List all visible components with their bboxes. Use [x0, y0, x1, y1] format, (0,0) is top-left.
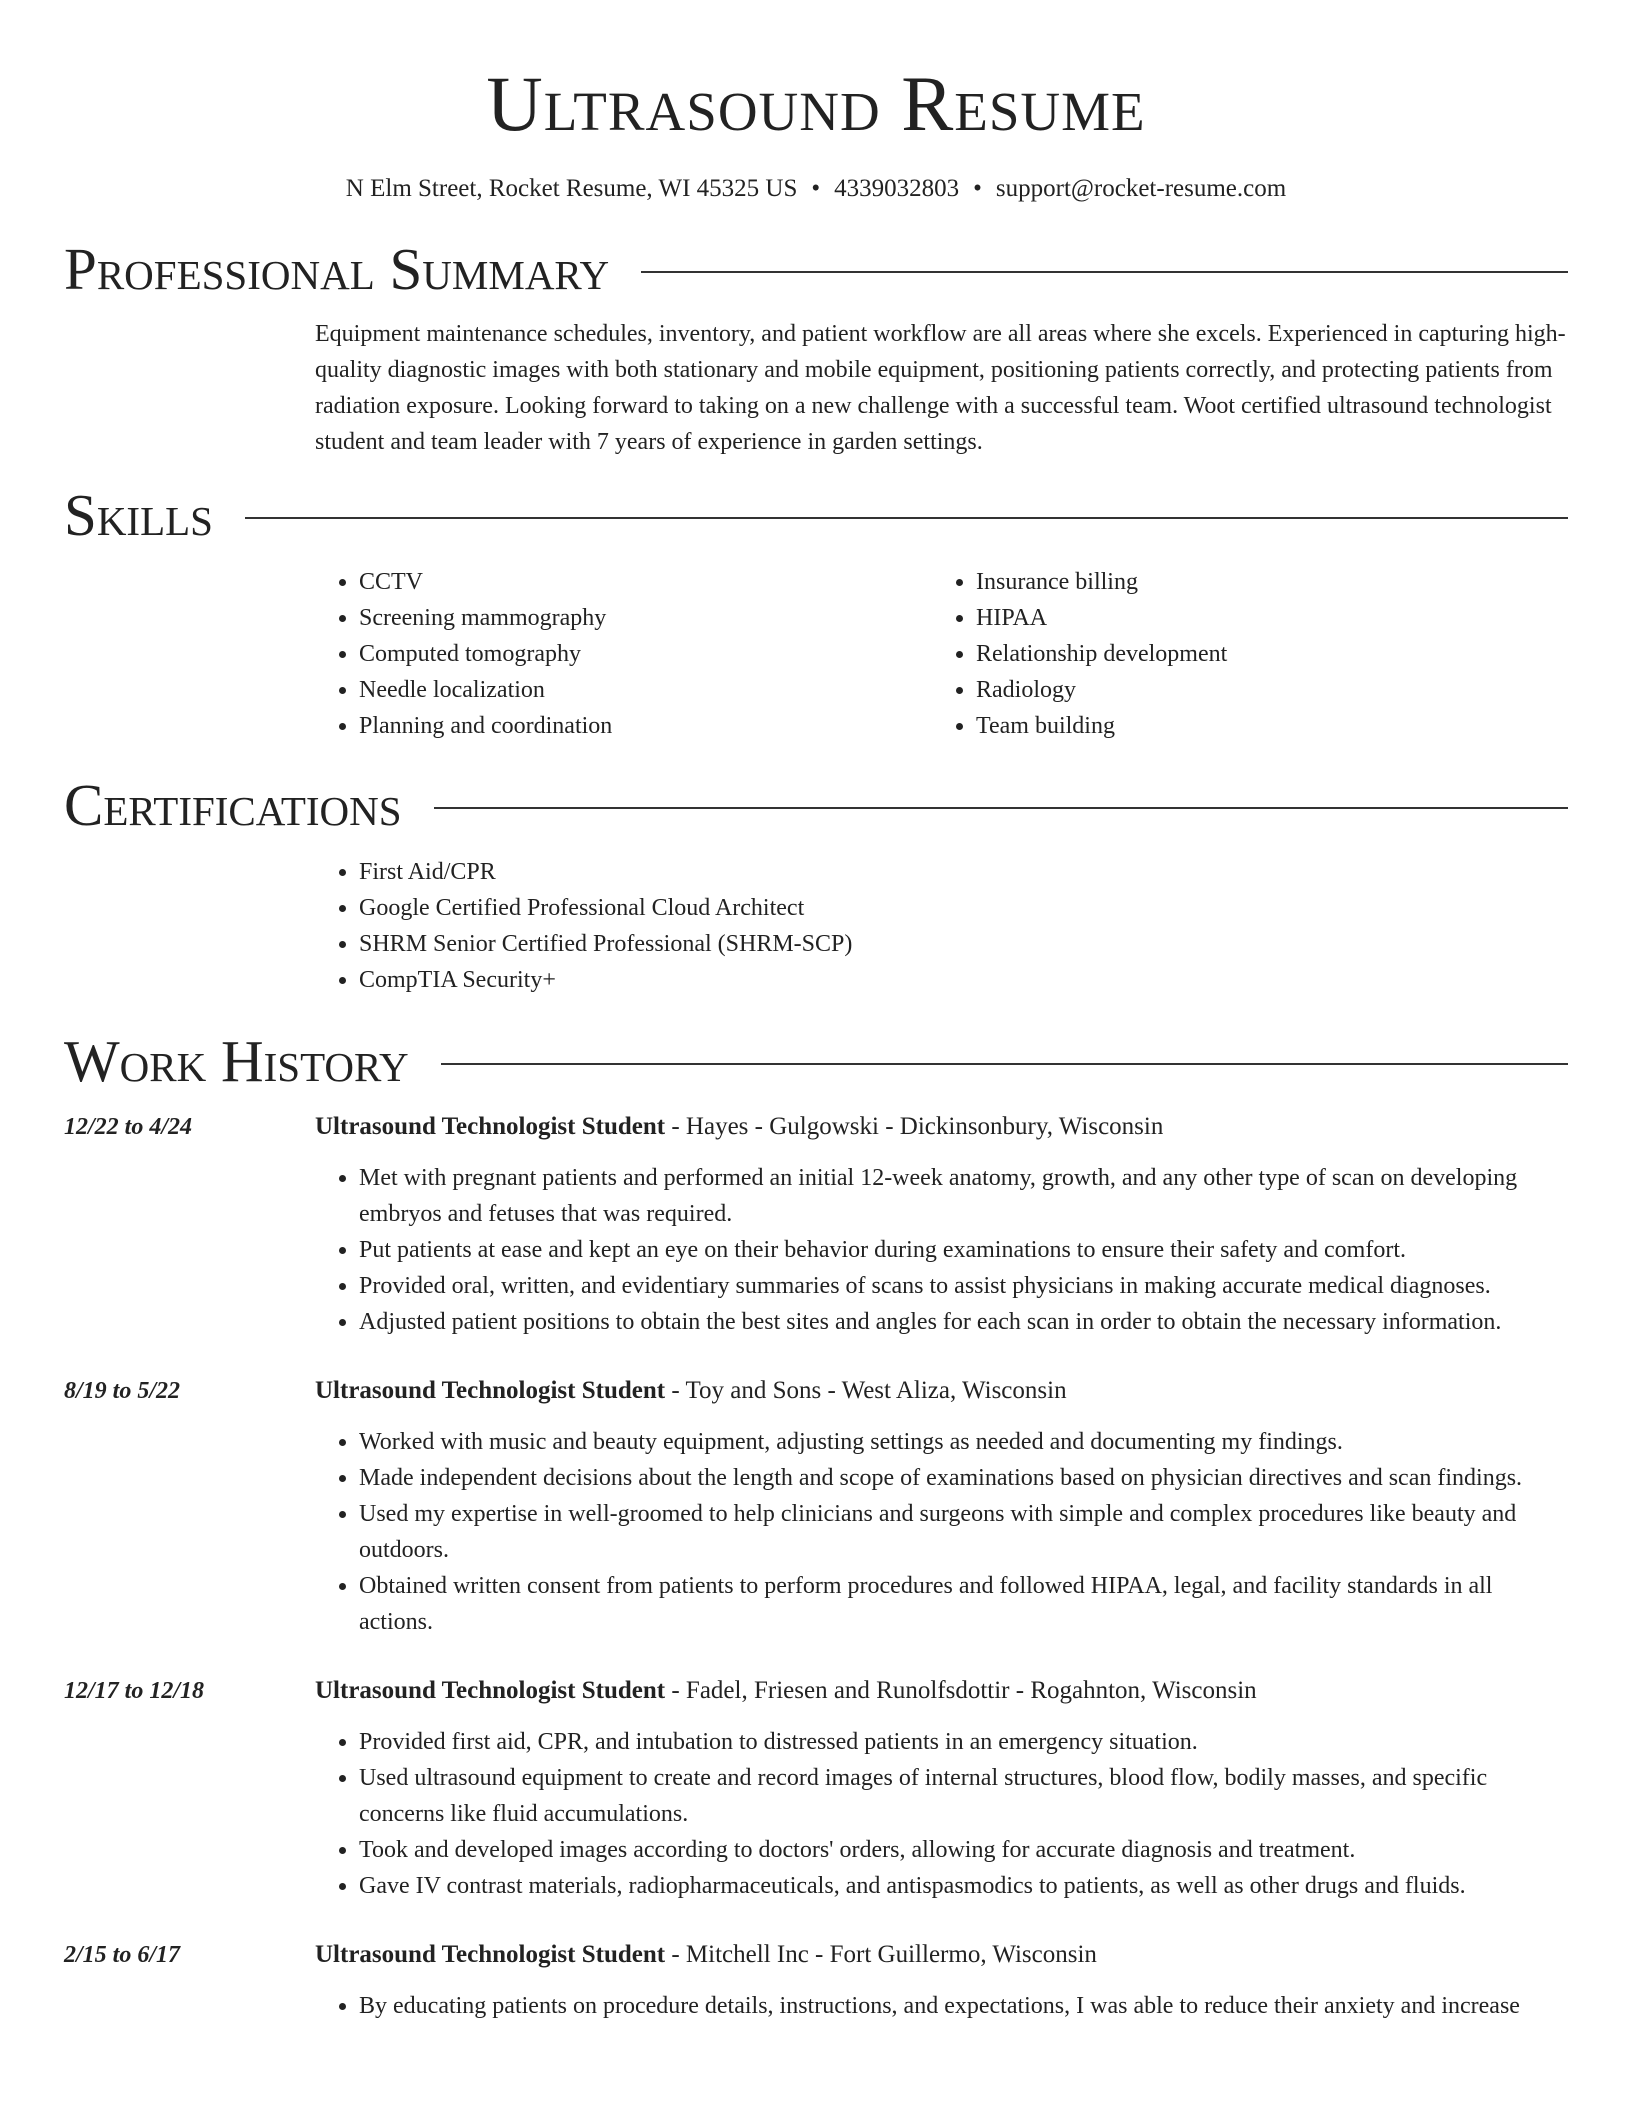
job-role: Ultrasound Technologist Student: [315, 1377, 666, 1404]
job-role: Ultrasound Technologist Student: [315, 1113, 666, 1140]
job-body: [315, 1110, 1568, 1340]
job-entry: [64, 1374, 1568, 1640]
job-company: - Fadel, Friesen and Runolfsdottir - Rogahnton, Wisconsin: [665, 1677, 1257, 1704]
job-entry: [64, 1674, 1568, 1904]
skills-list-left: [315, 564, 932, 744]
certification-item: • SHRM Senior Certified Professional (SHRM-SCP): [359, 926, 1568, 962]
certification-item: • Google Certified Professional Cloud Architect: [359, 890, 1568, 926]
section-rule: [434, 807, 1568, 809]
section-rule: [441, 1063, 1568, 1065]
contact-line: [64, 174, 1568, 204]
certification-item: • First Aid/CPR: [359, 854, 1568, 890]
skill-item: • Relationship development: [976, 636, 1549, 672]
resume-name: Ultrasound Resume: [486, 60, 1146, 147]
skill-item: • Radiology: [976, 672, 1549, 708]
summary-text: Equipment maintenance schedules, inventory, and patient workflow are all areas where she excels. Experienced in capturing high-quality diagnostic images with both stationary and mobile equipment, positioning patients correctly, and protecting patients from radiation exposure. Looking forward to taking on a new challenge with a successful team. Woot certified ultrasound technologist student and team leader with 7 years of experience in garden settings.: [315, 321, 1566, 455]
job-bullet: • Took and developed images according to doctors' orders, allowing for accurate diagnosis and treatment.: [359, 1832, 1568, 1868]
section-header-summary: [64, 236, 1568, 302]
certifications-block: [315, 854, 1568, 998]
phone: 4339032803: [834, 175, 960, 202]
skill-item: • Insurance billing: [976, 564, 1549, 600]
certification-item: • CompTIA Security+: [359, 962, 1568, 998]
skill-item: • HIPAA: [976, 600, 1549, 636]
job-company: - Toy and Sons - West Aliza, Wisconsin: [665, 1377, 1067, 1404]
job-body: [315, 1674, 1568, 1904]
job-role: Ultrasound Technologist Student: [315, 1677, 666, 1704]
job-dates: 12/22 to 4/24: [64, 1114, 193, 1140]
skill-item: • Computed tomography: [359, 636, 932, 672]
section-header-certifications: [64, 772, 1568, 838]
job-company: - Hayes - Gulgowski - Dickinsonbury, Wisconsin: [665, 1113, 1164, 1140]
job-entry: [64, 1110, 1568, 1340]
job-bullet: • Worked with music and beauty equipment, adjusting settings as needed and documenting my findings.: [359, 1424, 1568, 1460]
section-title-summary: Professional Summary: [64, 236, 610, 302]
job-bullet: • Adjusted patient positions to obtain the best sites and angles for each scan in order to obtain the necessary information.: [359, 1304, 1568, 1340]
job-body: [315, 1374, 1568, 1640]
section-rule: [245, 517, 1568, 519]
job-bullet: • Used my expertise in well-groomed to help clinicians and surgeons with simple and complex procedures like beauty and outdoors.: [359, 1496, 1568, 1568]
job-dates: 12/17 to 12/18: [64, 1678, 205, 1704]
skill-item: • Planning and coordination: [359, 708, 932, 744]
job-bullet: • Obtained written consent from patients to perform procedures and followed HIPAA, legal, and facility standards in all actions.: [359, 1568, 1568, 1640]
job-bullet: • Made independent decisions about the length and scope of examinations based on physician directives and scan findings.: [359, 1460, 1568, 1496]
job-bullets: [315, 1160, 1568, 1340]
skills-list-right: [932, 564, 1549, 744]
job-bullet: • Used ultrasound equipment to create and record images of internal structures, blood flow, bodily masses, and specific concerns like fluid accumulations.: [359, 1760, 1568, 1832]
job-role: Ultrasound Technologist Student: [315, 1941, 666, 1968]
section-title-work-history: Work History: [64, 1028, 409, 1094]
address: N Elm Street, Rocket Resume, WI 45325 US: [345, 175, 798, 202]
job-company: - Mitchell Inc - Fort Guillermo, Wisconsin: [665, 1941, 1097, 1968]
skills-grid: [315, 564, 1568, 744]
job-title-line: [315, 1938, 1568, 1972]
skill-item: • CCTV: [359, 564, 932, 600]
job-bullet: • Provided oral, written, and evidentiary summaries of scans to assist physicians in making accurate medical diagnoses.: [359, 1268, 1568, 1304]
job-dates: 8/19 to 5/22: [64, 1378, 181, 1404]
skill-item: • Team building: [976, 708, 1549, 744]
skill-item: • Needle localization: [359, 672, 932, 708]
skill-item: • Screening mammography: [359, 600, 932, 636]
job-title-line: [315, 1374, 1568, 1408]
job-bullet: • Put patients at ease and kept an eye on their behavior during examinations to ensure their safety and comfort.: [359, 1232, 1568, 1268]
job-body: [315, 1938, 1568, 2024]
section-header-work-history: [64, 1028, 1568, 1094]
job-bullet: • Gave IV contrast materials, radiopharmaceuticals, and antispasmodics to patients, as well as other drugs and fluids.: [359, 1868, 1568, 1904]
job-title-line: [315, 1110, 1568, 1144]
job-bullets: [315, 1724, 1568, 1904]
job-dates: 2/15 to 6/17: [64, 1942, 181, 1968]
certifications-list: [315, 854, 1568, 998]
job-bullet: • Provided first aid, CPR, and intubation to distressed patients in an emergency situation.: [359, 1724, 1568, 1760]
separator-1: •: [811, 175, 821, 202]
job-bullets: [315, 1988, 1568, 2024]
separator-2: •: [973, 175, 982, 202]
section-header-skills: [64, 482, 1568, 548]
job-bullet: • Met with pregnant patients and performed an initial 12-week anatomy, growth, and any other type of scan on developing embryos and fetuses that was required.: [359, 1160, 1568, 1232]
section-rule: [641, 271, 1568, 273]
job-bullets: [315, 1424, 1568, 1640]
job-entry: [64, 1938, 1568, 2024]
section-title-certifications: Certifications: [64, 772, 402, 838]
job-title-line: [315, 1674, 1568, 1708]
email: support@rocket-resume.com: [995, 175, 1287, 202]
section-title-skills: Skills: [64, 482, 213, 548]
job-bullet: • By educating patients on procedure details, instructions, and expectations, I was able to reduce their anxiety and increase: [359, 1988, 1568, 2024]
